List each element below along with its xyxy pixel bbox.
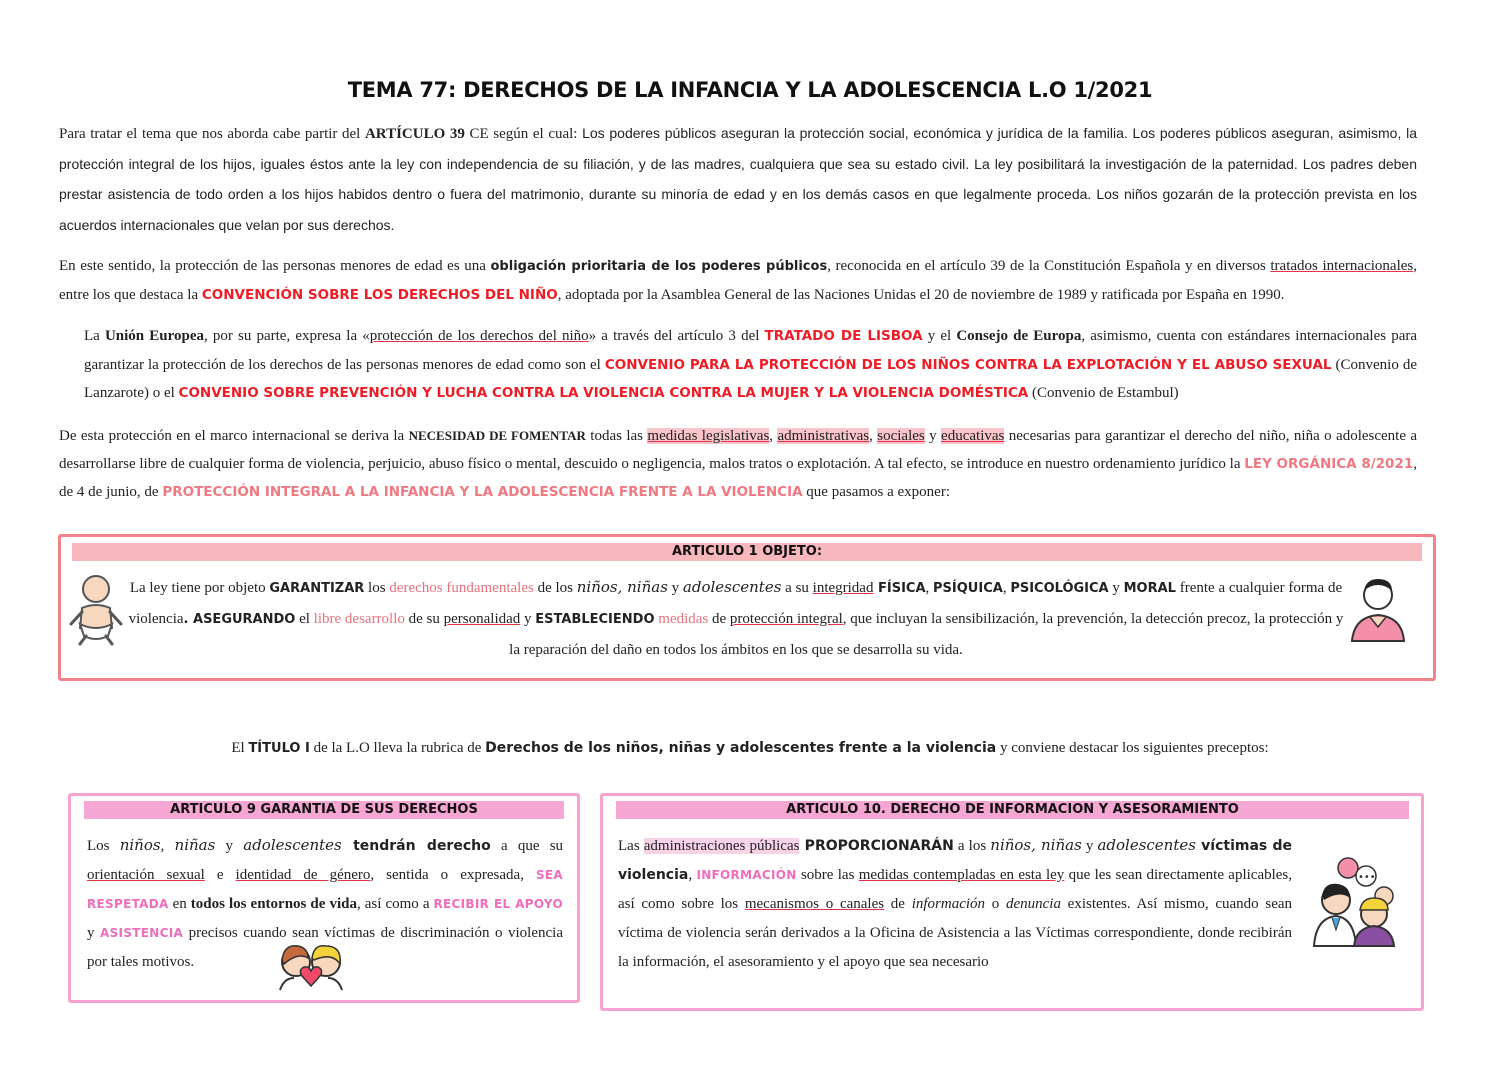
cursive-phrase: adolescentes — [1097, 836, 1196, 854]
law-title: PROTECCIÓN INTEGRAL A LA INFANCIA Y LA ADOLESCENCIA FRENTE A LA VIOLENCIA — [162, 484, 803, 500]
text: y — [215, 838, 244, 854]
red-highlight: CONVENIO SOBRE PREVENCIÓN Y LUCHA CONTRA LA VIOLENCIA CONTRA LA MUJER Y LA VIOLENCIA DOMÉSTICA — [178, 385, 1029, 401]
text: Los — [87, 838, 120, 854]
text: todas las — [585, 428, 648, 444]
underlined-phrase: personalidad — [443, 611, 521, 627]
text: el — [295, 611, 314, 627]
bold-phrase: MORAL — [1123, 581, 1176, 596]
text: , — [688, 867, 697, 883]
bold-phrase: FÍSICA — [873, 581, 926, 596]
couple-heart-icon — [276, 942, 346, 992]
text: De esta protección en el marco internacional se deriva la — [59, 428, 409, 444]
text: Para tratar el tema que nos aborda cabe partir del — [59, 126, 365, 142]
text: los — [364, 580, 390, 596]
text: El — [231, 740, 249, 756]
text: y — [1081, 838, 1098, 854]
text: , entre los que destaca la — [59, 258, 1417, 303]
text: , sentida o expresada, — [370, 867, 536, 883]
text: La ley tiene por objeto — [129, 580, 270, 596]
text: necesarias para garantizar el derecho del niño, niña o adolescente a desarrollarse libre de cualquier forma de violencia, perjuicio, abuso físico o mental, descuido o negligencia, malos tratos o explotación. A tal efecto, se introduce en nuestro ordenamiento jurídico la — [59, 428, 1418, 472]
bold-phrase: PSICOLÓGICA — [1010, 581, 1109, 596]
text: existentes. Así mismo, cuando sean víctima de violencia serán derivados a la Oficina de Asistencia a las Víctimas correspondiente, donde recibirán la información, el asesoramiento y el apoyo que sea necesario — [618, 896, 1293, 970]
law-name: LEY ORGÁNICA 8/2021 — [1244, 456, 1414, 472]
baby-icon — [68, 572, 124, 648]
text: , adoptada por la Asamblea General de las Naciones Unidas el 20 de noviembre de 1989 y ratificada por España en 1990. — [557, 287, 1285, 303]
child-avatar-icon — [1350, 575, 1406, 643]
bold-phrase: Unión Europea — [104, 328, 205, 344]
measures-paragraph — [59, 422, 1417, 506]
text: , reconocida en el artículo 39 de la Constitución Española y en diversos — [827, 258, 1271, 274]
text: , — [925, 580, 934, 596]
text: La — [84, 328, 105, 344]
text: a su — [781, 580, 813, 596]
text: en — [168, 896, 191, 912]
text: y conviene destacar los siguientes preceptos: — [996, 740, 1269, 756]
text: e — [204, 867, 236, 883]
bold-phrase: GARANTIZAR — [269, 581, 365, 596]
italic-phrase: información — [911, 896, 986, 912]
cursive-phrase: niños, niñas — [990, 836, 1082, 854]
bold-phrase: PSÍQUICA — [933, 581, 1003, 596]
text: de los — [533, 580, 577, 596]
underlined-phrase: protección de los derechos del niño — [369, 328, 589, 344]
text: sobre las — [796, 867, 859, 883]
bold-phrase: obligación prioritaria de los poderes públicos — [490, 259, 828, 274]
article-39-ref: ARTÍCULO 39 — [364, 126, 465, 142]
text: (Convenio de Lanzarote) o el — [84, 356, 1418, 401]
underlined-phrase: protección integral — [729, 611, 843, 627]
highlight-phrase: educativas — [941, 428, 1005, 444]
text: En este sentido, la protección de las personas menores de edad es una — [59, 258, 491, 274]
text: que les sean directamente aplicables, así como sobre los — [618, 867, 1293, 912]
text: , — [160, 838, 175, 854]
text: , — [1002, 580, 1011, 596]
text: y — [667, 580, 683, 596]
underlined-phrase: identidad de género — [235, 867, 371, 883]
text: de — [708, 611, 730, 627]
highlight-phrase: medidas legislativas — [647, 428, 770, 444]
magenta-phrase: RECIBIR EL APOYO — [433, 897, 563, 911]
underlined-phrase: tratados internacionales — [1270, 258, 1414, 274]
underlined-phrase: orientación sexual — [87, 867, 205, 883]
red-highlight: CONVENCIÓN SOBRE LOS DERECHOS DEL NIÑO — [201, 287, 558, 303]
text: y — [87, 925, 101, 941]
article-10-text — [618, 831, 1292, 977]
text: , — [769, 428, 778, 444]
protection-paragraph — [59, 252, 1417, 309]
text: Las — [618, 838, 644, 854]
red-highlight: TRATADO DE LISBOA — [764, 328, 923, 344]
underlined-phrase: integridad — [812, 580, 874, 596]
article-1-text — [126, 572, 1346, 666]
italic-phrase: denuncia — [1005, 896, 1061, 912]
text: , — [869, 428, 878, 444]
pink-phrase: libre desarrollo — [313, 611, 405, 627]
underlined-phrase: medidas contempladas en esta ley — [858, 867, 1065, 883]
text: o — [985, 896, 1006, 912]
text: y — [1108, 580, 1124, 596]
bold-phrase: tendrán derecho — [341, 838, 491, 854]
text: , así como a — [356, 896, 434, 912]
highlight-phrase: administraciones públicas — [643, 838, 800, 854]
cursive-phrase: adolescentes — [682, 578, 782, 596]
text: , que incluyan la sensibilización, la prevención, la detección precoz, la protección y la reparación del daño en todos los ámbitos en los que se desarrolla su vida. — [509, 611, 1344, 658]
bold-phrase: TÍTULO I — [248, 741, 310, 756]
bold-phrase: PROPORCIONARÁN — [799, 838, 954, 854]
text: y el — [922, 328, 957, 344]
text: CE según el cual: — [464, 126, 583, 142]
svg-text:•••: ••• — [1358, 872, 1376, 883]
text: , de 4 de junio, de — [59, 456, 1417, 500]
cursive-phrase: adolescentes — [243, 836, 342, 854]
bold-phrase: Derechos de los niños, niñas y adolescentes frente a la violencia — [485, 740, 997, 756]
advisor-chat-icon — [1310, 856, 1400, 948]
highlight-phrase: sociales — [877, 428, 925, 444]
text: , asimismo, cuenta con estándares internacionales para garantizar la protección de los derechos de las personas menores de edad como son el — [84, 328, 1418, 373]
cursive-phrase: niñas — [174, 836, 216, 854]
highlight-phrase: administrativas — [777, 428, 870, 444]
bold-phrase: Consejo de Europa — [956, 328, 1082, 344]
titulo-i-line — [0, 734, 1500, 764]
pink-phrase: derechos fundamentales — [389, 580, 534, 596]
bold-phrase: . ASEGURANDO — [183, 612, 296, 627]
bold-phrase: todos los entornos de vida — [190, 896, 357, 912]
eu-paragraph — [84, 322, 1417, 408]
text: » a través del artículo 3 del — [588, 328, 765, 344]
text: a los — [953, 838, 991, 854]
magenta-phrase: ASISTENCIA — [100, 926, 184, 940]
article-10-header: ARTICULO 10. DERECHO DE INFORMACION Y ASESORAMIENTO — [616, 801, 1409, 819]
text: precisos cuando sean víctimas de discriminación o violencia por tales motivos. — [87, 925, 563, 970]
text: de — [884, 896, 912, 912]
article-1-header: ARTICULO 1 OBJETO: — [72, 543, 1422, 561]
article-39-quote: Los poderes públicos aseguran la protección social, económica y jurídica de la familia. Los poderes públicos aseguran, asimismo, la protección integral de los hijos, iguales éstos ante la ley con independencia de su filiación, y de las madres, cualquiera que sea su estado civil. La ley posibilitará la investigación de la paternidad. Los padres deben prestar asistencia de todo orden a los hijos habidos dentro o fuera del matrimonio, durante su minoría de edad y en los demás casos en que legalmente proceda. Los niños gozarán de la protección prevista en los acuerdos internacionales que velan por sus derechos. — [59, 125, 1417, 233]
cursive-phrase: niños, niñas — [576, 578, 668, 596]
text: que pasamos a exponer: — [802, 484, 950, 500]
pink-phrase: medidas — [658, 611, 709, 627]
text: , por su parte, expresa la « — [204, 328, 370, 344]
cursive-phrase: niños — [119, 836, 161, 854]
red-highlight: CONVENIO PARA LA PROTECCIÓN DE LOS NIÑOS CONTRA LA EXPLOTACIÓN Y EL ABUSO SEXUAL — [604, 356, 1332, 373]
magenta-phrase: INFORMACIÓN — [696, 868, 797, 882]
article-9-header: ARTICULO 9 GARANTIA DE SUS DERECHOS — [84, 801, 564, 819]
bold-phrase: víctimas de violencia — [618, 838, 1292, 883]
text: y — [520, 611, 536, 627]
page-title: TEMA 77: DERECHOS DE LA INFANCIA Y LA ADOLESCENCIA L.O 1/2021 — [347, 78, 1153, 102]
text: de su — [404, 611, 444, 627]
text: de la L.O lleva la rubrica de — [309, 740, 486, 756]
text: (Convenio de Estambul) — [1028, 385, 1179, 401]
text: y — [924, 428, 942, 444]
text: frente a cualquier forma de violencia — [128, 580, 1343, 627]
bold-phrase: ESTABLECIENDO — [535, 612, 655, 627]
bold-phrase: NECESIDAD DE FOMENTAR — [408, 428, 586, 443]
underlined-phrase: mecanismos o canales — [744, 896, 885, 912]
intro-paragraph — [59, 119, 1417, 241]
magenta-phrase: SEA RESPETADA — [87, 868, 563, 911]
text: a que su — [490, 838, 564, 854]
